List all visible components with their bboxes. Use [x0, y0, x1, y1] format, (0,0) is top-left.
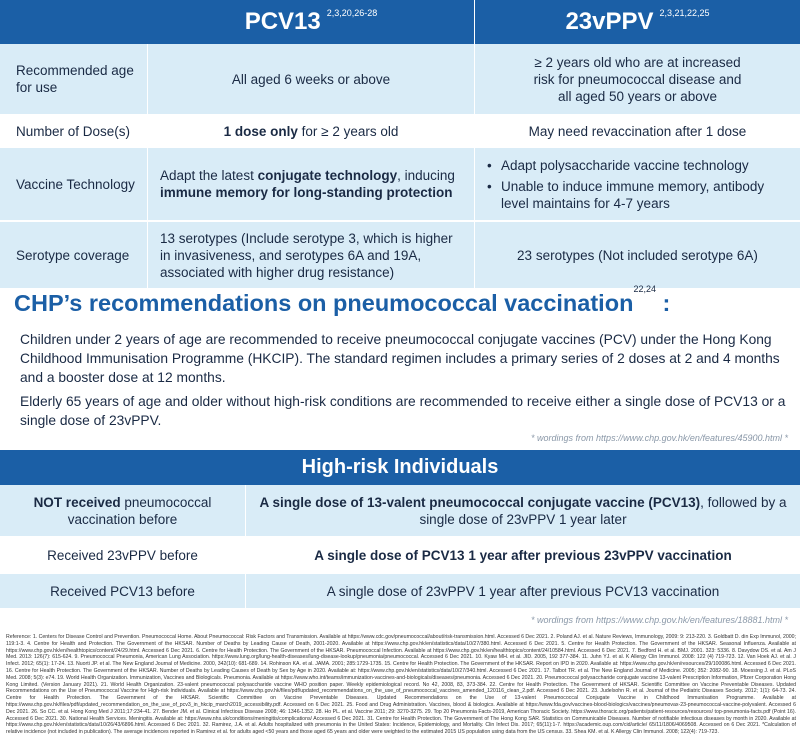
pcv13-cell: 13 serotypes (Include serotype 3, which is higher in invasiveness, and serotypes 6A and 19A, associated with higher drug resistance) [160, 230, 453, 280]
table-row [0, 485, 800, 536]
pcv13-column-header [148, 0, 474, 44]
status-bold: NOT received [33, 494, 121, 510]
pcv13-dose-bold: 1 dose only [223, 123, 298, 139]
recommendation-rest: , followed by a single dose of 23vPPV 1 year later [419, 494, 787, 527]
row-label: Recommended age for use [16, 63, 134, 95]
pcv13-refs: 2,3,20,26-28 [326, 8, 378, 18]
pcv13-cell: All aged 6 weeks or above [231, 71, 391, 87]
pcv13-tech-text: Adapt the latest [160, 168, 258, 183]
table-row [0, 538, 800, 572]
chp-title-text: CHP’s recommendations on pneumococcal vaccination [14, 290, 634, 316]
references-footnote: Reference: 1. Centers for Disease Control and Prevention. Pneumococcal Home. About Pneumococcal: Risk Factors and Transmission. Available at https://www.cdc.gov/pneumococcal/about/risk-transmission.html. Accessed 6 Dec 2021. 2. Poland AJ. et al. Nature Reviews, Immunology, 2009: 9: 213-220. 3. Goldbatt D. din Exp Immunol, 2000; 119:1-3. 4. Centre for Health and Protection. The Government of the HKSAR. Number of Deaths by Leading Cause of Death, 2001-2020. Available at https://www.chp.gov.hk/en/statistics/data/10/27/380.html. Accessed 6 Dec 2021. 5. Centre for Health Protection. The Government of the HKSAR. Seasonal Influenza. Available at https://www.chp.gov.hk/en/healthtopics/content/24/29.html. Accessed 6 Dec 2021. 6. Centre for Health Protection. The Government of the HKSAR. Pneumococcal Infection. Available at https://www.chp.gov.hk/en/healthtopics/content/24/10584.html. Accessed 6 Dec 2021. 7. Bedford H. et al. BMJ. 2001. 323: 5336. 8. Davydow DS. et al. Am J Med. 2013: 126(7): 615-624. 9. Pneumococcal Pneumonia, American Lung Association. https://www.lung.org/lung-health-diseases/lung-disease-lookup/pneumonia/pneumococcal. Accessed 6 Dec 2021. 10. Kyaw MH. et al. JID. 2005, 192 377-384. 11. Juhn YJ. et al. K Allergy Clin Immunol. 2008: 122 (4) 719-723. 12. Van Hoek AJ. et al. J Infect. 2012; 65(1): 17-24. 13. Nuorti JP. et al. The New England Journal of Medicine. 2000, 342(10): 681-689. 14. Rohinson KA. et al. JAMA. 2001; 285:1729-1735. 15. Centre for Health Protection. The Government of the HKSAR. Report on IPD in 2020. Available at: https://www.chp.gov.hk/en/resources/29/100086.html. Accessed 6 Dec 2021. 16. Centre for Health Protection. The Government of the HKSAR. Number of Deaths by Leading Causes of Death by Sex by Age in 2020. Available at: https://www.chp.gov.hk/en/statistics/data/10/27/340.html. Accessed 6 Dec 2021. 17. Talbot TR. et al. The New England Journal of Medicine. 2005; 352: 2082-90. 18. Moessing J. et al. PLoS Med. 2008; 5(3): e74. 19. World Health Organization. Immunization, Vaccines and Biologicals. Pneumonia. Available at https://www.who.int/teams/immunization-vaccines-and-biologicals/diseases/pneumonia. Accessed 6 Dec 2021. 20. Pneumococcal polysaccharide conjugate vaccine 13-valent Prescription Information, Pfizer Corporation Hong Kong Limited. (Version January 2021). 21. World Health Organization. 23-valent pneumococcal polysaccharide vaccine WHO position paper. Weekly epidemiological record. No 42, 2008, 83, 373-384. 22. Centre for Health Protection. The Government of HKSAR. Scientific Committee on Vaccine Preventable Diseases. Updated Recommendations on the Use of Pneumococcal Vaccine for High-risk Individuals. Available at https://www.chp.gov.hk/files/pdf/updated_recommendations_on_the_use_of_pneumococcal_vaccines_amended_120116_clean_2.pdf. Accessed 6 Dec 2021. 23. Judelsohn R. et al. Journal of the Pediatric Diseases Society. 2012; 1(1): 64-73. 24. Centre for Health Protection. The Government of the HKSAR. Scientific Committee on Vaccine Preventable Diseases. Updated Recommendations on the Use of 13-valent Pneumococcal Conjugate Vaccine in Childhood Immunisation Programme. Available at https://www.chp.gov.hk/files/pdf/updated_recommendation_on_the_use_of_pcv3_in_hkcip_march2019_accessibility.pdf. Accessed on 6 Dec 2021. 25. Food and Drug Administration. Vaccines, blood & biologics. Available at https://www.fda.gov/vaccines-blood-biologics/vaccines/pneumovax-23-pneumococcal-vaccine-polyvalent. Accessed 6 Dec 2021. 26. So CC. et al. Hong Kong Med J 2011;17:234-41. 27. Bender JM. et al. Clinical Infectious Disease 2008; 46: 1346-1352. 28. Ho PL. et al. Vaccine 2011; 29: 3270-3275. 29. Top 20 Pneumonia Facts-2019, American Thoracic Society. https://www.thoracic.org/patients/patient-resources/resources/ top-pneumonia-facts.pdf (Point 16). Accessed 6 Dec 2021. 30. National Health Services. Meningitis. Available at: https://www.nhs.uk/conditions/meningitis/complications/ Accessed 6 Dec 2021. 31. Centre for Health Protection. The Government of The Hong Kong SAR. Statistics on Communicable Diseases. Number of notifiable infectious diseases by month in 2020. Available at https://www.chp.gov.hk/en/statistics/data/10/26/43/6896.html. Accessed 6 Dec 2021. 32. Ramirez, J.A. et al. Adults hospitalized with pneumonia in the United States: Incidence, Epidemiology, and Mortality. Clin Infect Dis. 2017; 65(11):1-7. https://academic.oup.com/cid/article/ 65/11/1806/4069508. Accessed on 6 Dec 2021. *Calculation of relative incidence (not included in publication). The average incidences reported in Ramirez et al. for adults aged <50 years and those aged 65 years and older were weighted to the estimated 2015 US population using data from the US census. 33. Shea KM. et al. K Allergy Clin Immunol. 2008; 122(4): 719-723. [6, 634, 796, 736]
status-rest: pneumococcal vaccination before [67, 494, 212, 527]
table-row-age [0, 44, 800, 114]
chp-title-colon: : [655, 290, 671, 316]
list-item: • Adapt polysaccharide vaccine technology [487, 157, 788, 174]
chp-source-credit: * wordings from https://www.chp.gov.hk/en/features/45900.html * [531, 433, 788, 443]
table-row-serotype [0, 222, 800, 288]
column-divider [245, 485, 246, 608]
pcv13-cell [148, 116, 474, 146]
row-label: Vaccine Technology [16, 176, 135, 192]
pcv13-dose-rest: for ≥ 2 years old [297, 123, 399, 139]
chp-elderly-paragraph: Elderly 65 years of age and older without high-risk conditions are recommended to receive either a single dose of PCV13 or a single dose of 23vPPV. [20, 394, 786, 428]
ppv23-title: 23vPPV [565, 8, 654, 35]
high-risk-title: High-risk Individuals [0, 450, 800, 485]
table-row [0, 574, 800, 608]
row-label: Number of Dose(s) [16, 123, 131, 139]
vaccine-comparison-table [0, 0, 800, 288]
status-cell: Received PCV13 before [50, 583, 195, 599]
high-risk-source-credit: * wordings from https://www.chp.gov.hk/en/features/18881.html * [531, 615, 788, 625]
chp-recommendations-title [14, 284, 671, 317]
pcv13-title: PCV13 [244, 8, 321, 35]
row-label: Serotype coverage [16, 247, 130, 263]
pcv13-tech-bold: immune memory for long-standing protection [160, 185, 453, 200]
chp-title-refs: 22,24 [633, 284, 656, 295]
table-row-doses [0, 116, 800, 146]
table-row-technology [0, 148, 800, 220]
high-risk-table [0, 450, 800, 608]
list-item: • Unable to induce immune memory, antibody level maintains for 4-7 years [487, 178, 788, 212]
ppv23-cell: May need revaccination after 1 dose [528, 123, 747, 139]
recommendation-bold: A single dose of 13-valent pneumococcal conjugate vaccine (PCV13) [259, 494, 701, 510]
recommendation-bold: A single dose of PCV13 1 year after previous 23vPPV vaccination [314, 547, 732, 563]
pcv13-tech-bold: conjugate technology [257, 168, 398, 183]
recommendation-cell [246, 538, 800, 572]
ppv23-cell: 23 serotypes (Not included serotype 6A) [517, 247, 758, 263]
ppv23-tech-list [487, 153, 788, 216]
ppv23-column-header [475, 0, 800, 44]
pcv13-tech-text: , inducing [397, 168, 455, 183]
status-cell [0, 485, 245, 536]
ppv23-cell: ≥ 2 years old who are at increased risk for pneumococcal disease and all aged 50 years or above [533, 54, 742, 104]
status-cell: Received 23vPPV before [47, 547, 198, 563]
ppv23-refs: 2,3,21,22,25 [659, 8, 710, 18]
pcv13-cell [148, 148, 474, 220]
column-divider [147, 44, 148, 288]
recommendation-cell [246, 485, 800, 536]
ppv23-cell [475, 148, 800, 220]
recommendation-cell: A single dose of 23vPPV 1 year after previous PCV13 vaccination [326, 583, 720, 599]
chp-children-paragraph: Children under 2 years of age are recommended to receive pneumococcal conjugate vaccines (PCV) under the Hong Kong Childhood Immunisation Programme (HKCIP). The standard regimen includes a primary series of 2 doses at 2 and 4 months and a booster dose at 12 months. [20, 332, 780, 385]
column-divider [474, 0, 475, 288]
